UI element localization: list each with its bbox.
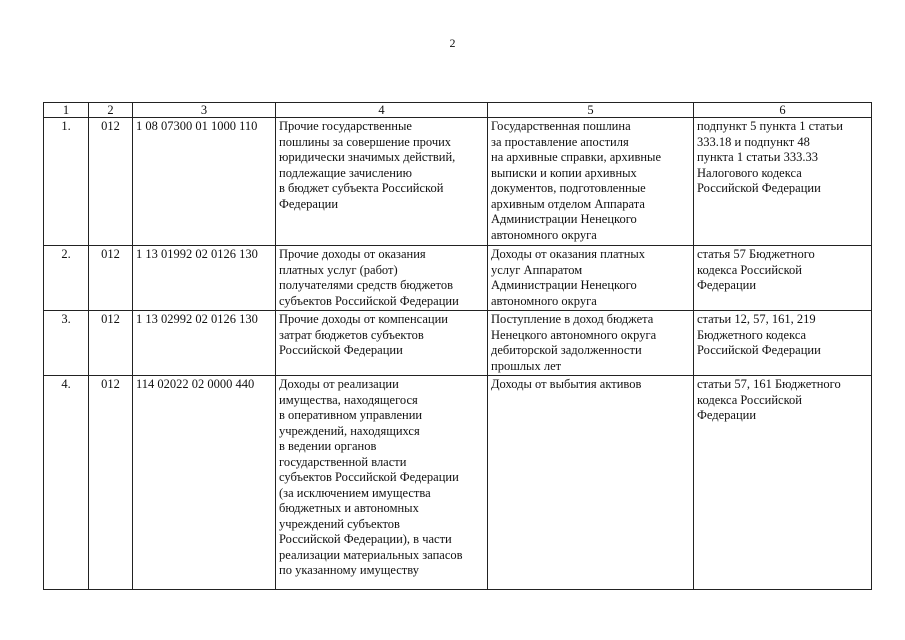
- column-header: 4: [276, 103, 488, 118]
- legal-basis: статьи 57, 161 Бюджетного кодекса Российской Федерации: [694, 376, 872, 590]
- legal-basis: подпункт 5 пункта 1 статьи 333.18 и подпункт 48 пункта 1 статьи 333.33 Налогового кодекса Российской Федерации: [694, 118, 872, 246]
- income-source: Государственная пошлина за проставление апостиля на архивные справки, архивные выписки и копии архивных документов, подготовленные архивным отделом Аппарата Администрации Ненецкого автономного округа: [488, 118, 694, 246]
- income-source: Доходы от оказания платных услуг Аппаратом Администрации Ненецкого автономного округа: [488, 246, 694, 311]
- table-row: [44, 246, 872, 311]
- table-row: [44, 118, 872, 246]
- legal-basis: статьи 12, 57, 161, 219 Бюджетного кодекса Российской Федерации: [694, 311, 872, 376]
- income-codes-table: [43, 102, 872, 590]
- budget-classification-code: 1 13 02992 02 0126 130: [133, 311, 276, 376]
- legal-basis: статья 57 Бюджетного кодекса Российской Федерации: [694, 246, 872, 311]
- budget-classification-code: 1 08 07300 01 1000 110: [133, 118, 276, 246]
- income-source: Поступление в доход бюджета Ненецкого автономного округа дебиторской задолженности прошлых лет: [488, 311, 694, 376]
- budget-classification-code: 114 02022 02 0000 440: [133, 376, 276, 590]
- income-source: Доходы от выбытия активов: [488, 376, 694, 590]
- admin-code: 012: [89, 376, 133, 590]
- table-row: [44, 376, 872, 590]
- budget-classification-code: 1 13 01992 02 0126 130: [133, 246, 276, 311]
- row-number: 1.: [44, 118, 89, 246]
- column-header: 2: [89, 103, 133, 118]
- income-name: Прочие доходы от оказания платных услуг (работ) получателями средств бюджетов субъектов Российской Федерации: [276, 246, 488, 311]
- column-header: 6: [694, 103, 872, 118]
- row-number: 2.: [44, 246, 89, 311]
- income-name: Прочие доходы от компенсации затрат бюджетов субъектов Российской Федерации: [276, 311, 488, 376]
- table-row: [44, 311, 872, 376]
- column-header: 3: [133, 103, 276, 118]
- column-header: 5: [488, 103, 694, 118]
- admin-code: 012: [89, 246, 133, 311]
- table-header-row: [44, 103, 872, 118]
- income-name: Доходы от реализации имущества, находящегося в оперативном управлении учреждений, находящихся в ведении органов государственной власти субъектов Российской Федерации (за исключением имущества бюджетных и автономных учреждений субъектов Российской Федерации), в части реализации материальных запасов по указанному имуществу: [276, 376, 488, 590]
- page-number: 2: [449, 36, 456, 50]
- row-number: 4.: [44, 376, 89, 590]
- row-number: 3.: [44, 311, 89, 376]
- income-name: Прочие государственные пошлины за совершение прочих юридически значимых действий, подлежащие зачислению в бюджет субъекта Российской Федерации: [276, 118, 488, 246]
- admin-code: 012: [89, 118, 133, 246]
- column-header: 1: [44, 103, 89, 118]
- admin-code: 012: [89, 311, 133, 376]
